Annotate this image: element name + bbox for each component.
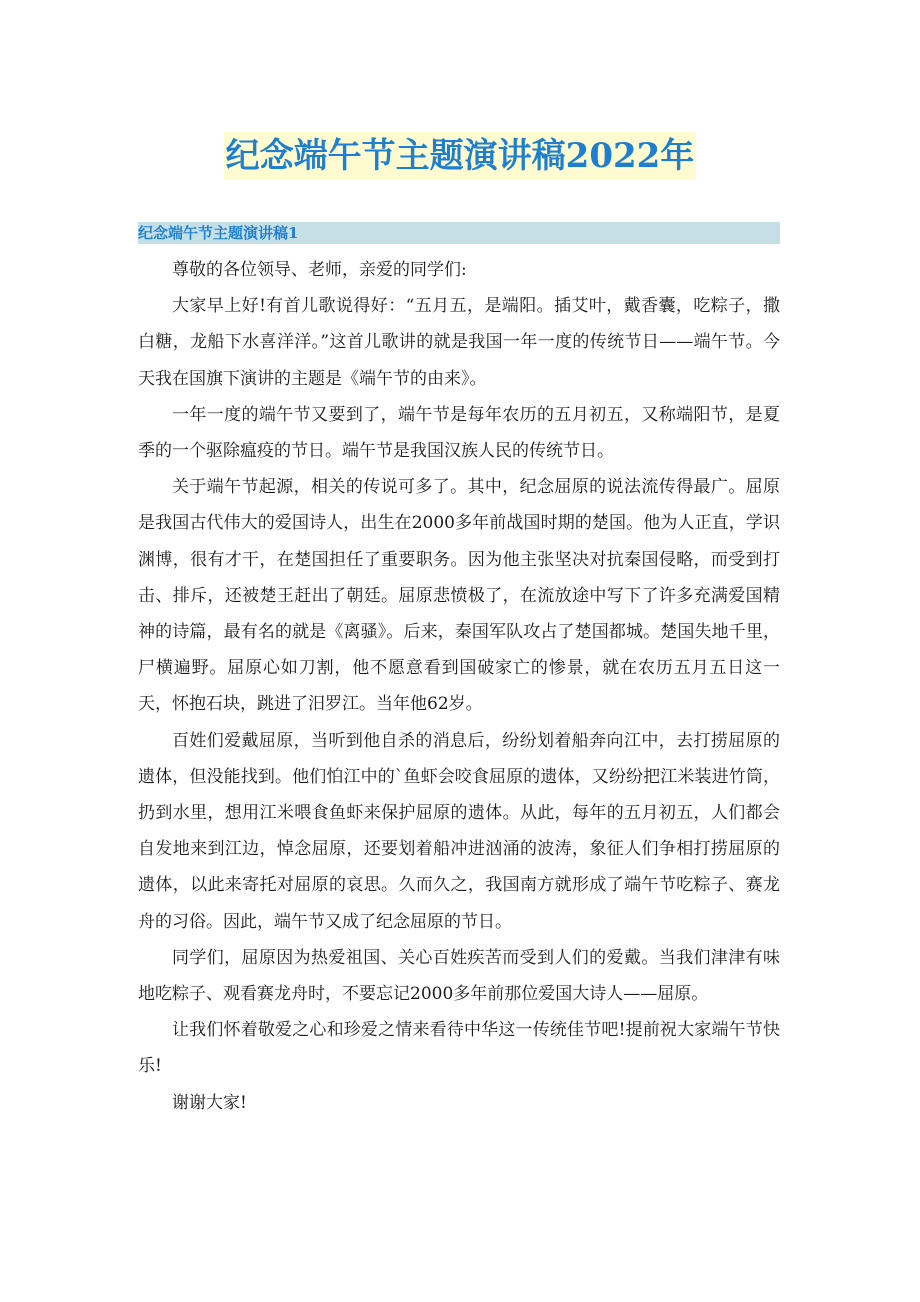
paragraph-salutation: 尊敬的各位领导、老师，亲爱的同学们: bbox=[172, 260, 467, 280]
paragraph-customs-origin: 百姓们爱戴屈原，当听到他自杀的消息后，纷纷划着船奔向江中，去打捞屈原的遗体，但没能找到。他们怕江中的`鱼虾会咬食屈原的遗体，又纷纷把江米装进竹筒，扔到水里，想用江米喂食鱼虾来保护屈原的遗体。从此，每年的五月初五，人们都会自发地来到江边，悼念屈原，还要划着船冲进汹涌的波涛，象征人们争相打捞屈原的遗体，以此来寄托对屈原的哀思。久而久之，我国南方就形成了端午节吃粽子、赛龙舟的习俗。因此，端午节又成了纪念屈原的节日。 bbox=[138, 730, 780, 932]
document-title: 纪念端午节主题演讲稿2022年 bbox=[224, 132, 697, 180]
paragraph-festival-intro: 一年一度的端午节又要到了，端午节是每年农历的五月初五，又称端阳节，是夏季的一个驱除瘟疫的节日。端午节是我国汉族人民的传统节日。 bbox=[138, 404, 780, 462]
title-wrapper bbox=[0, 132, 920, 180]
paragraph-remember: 同学们，屈原因为热爱祖国、关心百姓疾苦而受到人们的爱戴。当我们津津有味地吃粽子、观看赛龙舟时，不要忘记2000多年前那位爱国大诗人——屈原。 bbox=[138, 947, 780, 1005]
paragraph-wishes: 让我们怀着敬爱之心和珍爱之情来看待中华这一传统佳节吧!提前祝大家端午节快乐! bbox=[138, 1020, 780, 1077]
paragraph-opening: 大家早上好!有首儿歌说得好：“五月五，是端阳。插艾叶，戴香囊，吃粽子，撒白糖，龙船下水喜洋洋。”这首儿歌讲的就是我国一年一度的传统节日——端午节。今天我在国旗下演讲的主题是《端午节的由来》。 bbox=[138, 296, 780, 389]
document-body bbox=[138, 252, 780, 1121]
paragraph-qu-yuan-story: 关于端午节起源，相关的传说可多了。其中，纪念屈原的说法流传得最广。屈原是我国古代伟大的爱国诗人，出生在2000多年前战国时期的楚国。他为人正直，学识渊博，很有才干，在楚国担任了重要职务。因为他主张坚决对抗秦国侵略，而受到打击、排斥，还被楚王赶出了朝廷。屈原悲愤极了，在流放途中写下了许多充满爱国精神的诗篇，最有名的就是《离骚》。后来，秦国军队攻占了楚国都城。楚国失地千里，尸横遍野。屈原心如刀割，他不愿意看到国破家亡的惨景，就在农历五月五日这一天，怀抱石块，跳进了汨罗江。当年他62岁。 bbox=[138, 477, 780, 715]
section-heading: 纪念端午节主题演讲稿1 bbox=[138, 222, 780, 244]
paragraph-thanks: 谢谢大家! bbox=[172, 1092, 247, 1113]
